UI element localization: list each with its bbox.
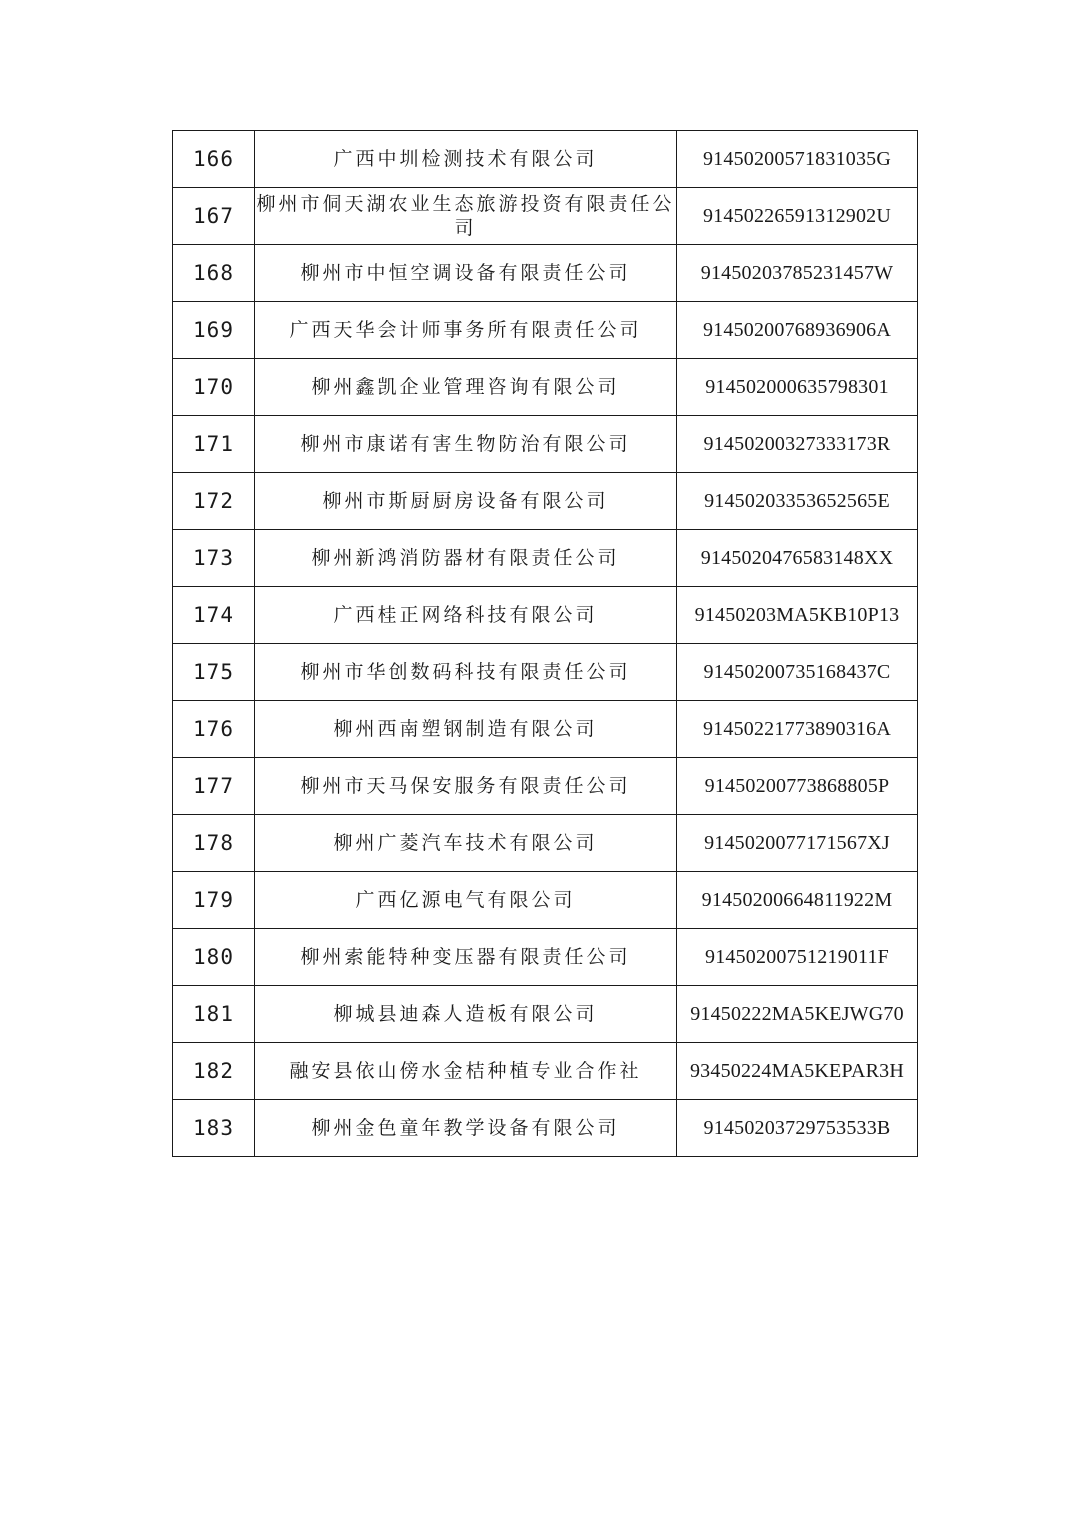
company-list-table [172, 130, 918, 1157]
credit-code: 91450221773890316A [677, 701, 918, 758]
table-row [173, 1100, 918, 1157]
row-number: 166 [173, 131, 255, 188]
row-number: 172 [173, 473, 255, 530]
row-number: 170 [173, 359, 255, 416]
company-name: 柳州市斯厨厨房设备有限公司 [255, 473, 677, 530]
company-name: 广西天华会计师事务所有限责任公司 [255, 302, 677, 359]
company-name: 柳州索能特种变压器有限责任公司 [255, 929, 677, 986]
credit-code: 91450203729753533B [677, 1100, 918, 1157]
table-row [173, 1043, 918, 1100]
table-row [173, 302, 918, 359]
company-name: 融安县依山傍水金桔种植专业合作社 [255, 1043, 677, 1100]
credit-code: 93450224MA5KEPAR3H [677, 1043, 918, 1100]
credit-code: 91450200735168437C [677, 644, 918, 701]
table-row [173, 758, 918, 815]
row-number: 181 [173, 986, 255, 1043]
credit-code: 91450203353652565E [677, 473, 918, 530]
row-number: 178 [173, 815, 255, 872]
row-number: 179 [173, 872, 255, 929]
company-name: 广西中圳检测技术有限公司 [255, 131, 677, 188]
table-row [173, 473, 918, 530]
company-name: 广西亿源电气有限公司 [255, 872, 677, 929]
company-name: 柳州西南塑钢制造有限公司 [255, 701, 677, 758]
row-number: 173 [173, 530, 255, 587]
credit-code: 91450200751219011F [677, 929, 918, 986]
table-row [173, 359, 918, 416]
table-row [173, 986, 918, 1043]
company-name: 柳州市康诺有害生物防治有限公司 [255, 416, 677, 473]
company-name: 柳州市侗天湖农业生态旅游投资有限责任公司 [255, 188, 677, 245]
table-row [173, 929, 918, 986]
company-name: 柳州市华创数码科技有限责任公司 [255, 644, 677, 701]
row-number: 177 [173, 758, 255, 815]
table-row [173, 131, 918, 188]
credit-code: 914502000635798301 [677, 359, 918, 416]
table-row [173, 587, 918, 644]
company-name: 广西桂正网络科技有限公司 [255, 587, 677, 644]
row-number: 169 [173, 302, 255, 359]
credit-code: 91450203785231457W [677, 245, 918, 302]
row-number: 174 [173, 587, 255, 644]
table-row [173, 188, 918, 245]
company-name: 柳州广菱汽车技术有限公司 [255, 815, 677, 872]
company-name: 柳州鑫凯企业管理咨询有限公司 [255, 359, 677, 416]
credit-code: 91450200571831035G [677, 131, 918, 188]
table-row [173, 245, 918, 302]
table-row [173, 815, 918, 872]
row-number: 182 [173, 1043, 255, 1100]
row-number: 168 [173, 245, 255, 302]
row-number: 176 [173, 701, 255, 758]
credit-code: 9145020476583148XX [677, 530, 918, 587]
row-number: 183 [173, 1100, 255, 1157]
credit-code: 91450203MA5KB10P13 [677, 587, 918, 644]
table-row [173, 872, 918, 929]
credit-code: 91450200768936906A [677, 302, 918, 359]
company-list-body [173, 131, 918, 1157]
credit-code: 91450226591312902U [677, 188, 918, 245]
credit-code: 9145020077171567XJ [677, 815, 918, 872]
credit-code: 91450200664811922M [677, 872, 918, 929]
credit-code: 91450200327333173R [677, 416, 918, 473]
table-row [173, 530, 918, 587]
credit-code: 91450222MA5KEJWG70 [677, 986, 918, 1043]
company-name: 柳州市天马保安服务有限责任公司 [255, 758, 677, 815]
company-name: 柳州市中恒空调设备有限责任公司 [255, 245, 677, 302]
credit-code: 91450200773868805P [677, 758, 918, 815]
row-number: 167 [173, 188, 255, 245]
table-row [173, 644, 918, 701]
row-number: 175 [173, 644, 255, 701]
row-number: 180 [173, 929, 255, 986]
company-name: 柳州新鸿消防器材有限责任公司 [255, 530, 677, 587]
company-name: 柳州金色童年教学设备有限公司 [255, 1100, 677, 1157]
row-number: 171 [173, 416, 255, 473]
table-row [173, 701, 918, 758]
company-name: 柳城县迪森人造板有限公司 [255, 986, 677, 1043]
table-row [173, 416, 918, 473]
